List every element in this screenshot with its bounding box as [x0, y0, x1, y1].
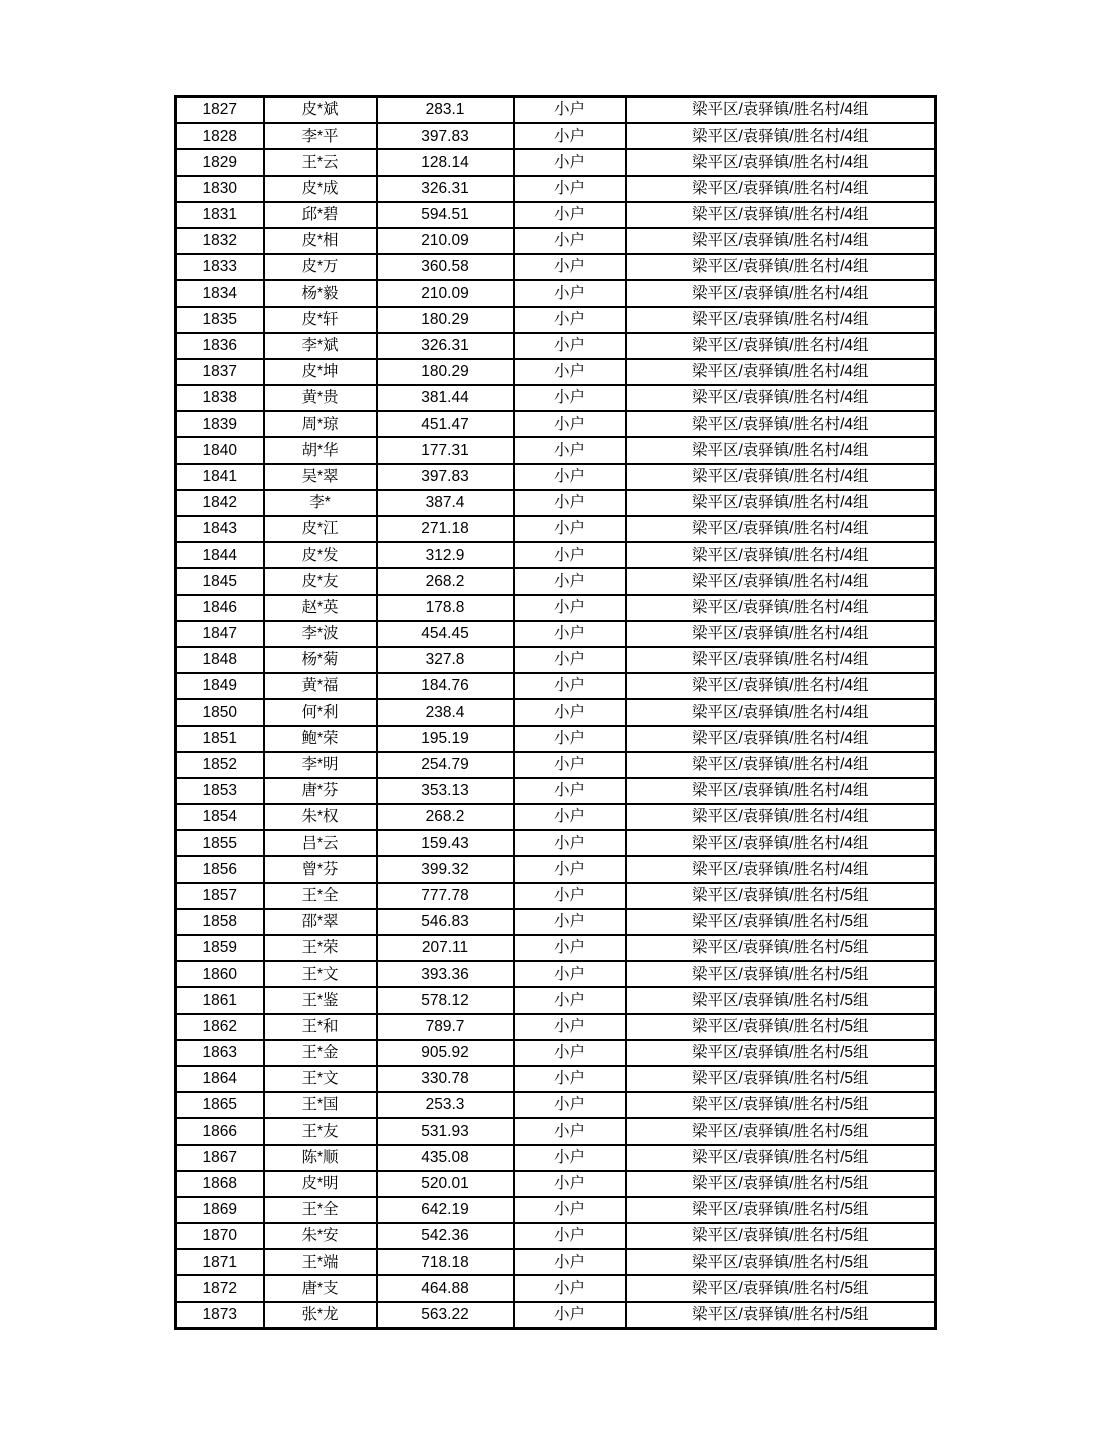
row-number-cell: 1836: [176, 333, 264, 359]
row-number-cell: 1853: [176, 778, 264, 804]
masked-name-cell: 王*全: [264, 1197, 377, 1223]
amount-cell: 180.29: [377, 307, 514, 333]
household-type-cell: 小户: [514, 149, 626, 175]
amount-cell: 435.08: [377, 1145, 514, 1171]
region-path-cell: 梁平区/袁驿镇/胜名村/4组: [626, 359, 936, 385]
records-table-body: [176, 97, 936, 1329]
row-number-cell: 1863: [176, 1040, 264, 1066]
row-number-cell: 1841: [176, 464, 264, 490]
row-number-cell: 1869: [176, 1197, 264, 1223]
household-type-cell: 小户: [514, 307, 626, 333]
amount-cell: 254.79: [377, 752, 514, 778]
masked-name-cell: 杨*毅: [264, 280, 377, 306]
amount-cell: 195.19: [377, 726, 514, 752]
household-type-cell: 小户: [514, 621, 626, 647]
region-path-cell: 梁平区/袁驿镇/胜名村/4组: [626, 411, 936, 437]
table-row: [176, 1223, 936, 1249]
row-number-cell: 1859: [176, 935, 264, 961]
household-type-cell: 小户: [514, 1066, 626, 1092]
row-number-cell: 1850: [176, 699, 264, 725]
amount-cell: 546.83: [377, 909, 514, 935]
region-path-cell: 梁平区/袁驿镇/胜名村/4组: [626, 385, 936, 411]
amount-cell: 128.14: [377, 149, 514, 175]
masked-name-cell: 王*荣: [264, 935, 377, 961]
row-number-cell: 1837: [176, 359, 264, 385]
region-path-cell: 梁平区/袁驿镇/胜名村/4组: [626, 595, 936, 621]
amount-cell: 464.88: [377, 1275, 514, 1301]
region-path-cell: 梁平区/袁驿镇/胜名村/5组: [626, 935, 936, 961]
table-row: [176, 123, 936, 149]
region-path-cell: 梁平区/袁驿镇/胜名村/4组: [626, 647, 936, 673]
masked-name-cell: 皮*坤: [264, 359, 377, 385]
amount-cell: 326.31: [377, 176, 514, 202]
household-type-cell: 小户: [514, 254, 626, 280]
row-number-cell: 1849: [176, 673, 264, 699]
row-number-cell: 1843: [176, 516, 264, 542]
region-path-cell: 梁平区/袁驿镇/胜名村/5组: [626, 1040, 936, 1066]
household-type-cell: 小户: [514, 385, 626, 411]
household-type-cell: 小户: [514, 1171, 626, 1197]
amount-cell: 268.2: [377, 568, 514, 594]
amount-cell: 542.36: [377, 1223, 514, 1249]
row-number-cell: 1844: [176, 542, 264, 568]
household-type-cell: 小户: [514, 490, 626, 516]
region-path-cell: 梁平区/袁驿镇/胜名村/5组: [626, 1249, 936, 1275]
masked-name-cell: 吴*翠: [264, 464, 377, 490]
region-path-cell: 梁平区/袁驿镇/胜名村/5组: [626, 1014, 936, 1040]
table-row: [176, 752, 936, 778]
amount-cell: 238.4: [377, 699, 514, 725]
table-row: [176, 856, 936, 882]
table-row: [176, 673, 936, 699]
region-path-cell: 梁平区/袁驿镇/胜名村/4组: [626, 228, 936, 254]
region-path-cell: 梁平区/袁驿镇/胜名村/4组: [626, 778, 936, 804]
household-type-cell: 小户: [514, 176, 626, 202]
amount-cell: 454.45: [377, 621, 514, 647]
table-row: [176, 1275, 936, 1301]
row-number-cell: 1847: [176, 621, 264, 647]
region-path-cell: 梁平区/袁驿镇/胜名村/4组: [626, 437, 936, 463]
table-row: [176, 516, 936, 542]
amount-cell: 330.78: [377, 1066, 514, 1092]
masked-name-cell: 唐*支: [264, 1275, 377, 1301]
masked-name-cell: 胡*华: [264, 437, 377, 463]
region-path-cell: 梁平区/袁驿镇/胜名村/4组: [626, 568, 936, 594]
row-number-cell: 1854: [176, 804, 264, 830]
household-type-cell: 小户: [514, 464, 626, 490]
household-type-cell: 小户: [514, 778, 626, 804]
masked-name-cell: 邵*翠: [264, 909, 377, 935]
amount-cell: 777.78: [377, 883, 514, 909]
household-type-cell: 小户: [514, 1197, 626, 1223]
amount-cell: 326.31: [377, 333, 514, 359]
masked-name-cell: 王*云: [264, 149, 377, 175]
masked-name-cell: 曾*芬: [264, 856, 377, 882]
masked-name-cell: 皮*斌: [264, 97, 377, 124]
amount-cell: 789.7: [377, 1014, 514, 1040]
amount-cell: 563.22: [377, 1302, 514, 1329]
masked-name-cell: 王*国: [264, 1092, 377, 1118]
region-path-cell: 梁平区/袁驿镇/胜名村/4组: [626, 699, 936, 725]
masked-name-cell: 王*友: [264, 1118, 377, 1144]
amount-cell: 207.11: [377, 935, 514, 961]
table-row: [176, 149, 936, 175]
row-number-cell: 1867: [176, 1145, 264, 1171]
region-path-cell: 梁平区/袁驿镇/胜名村/5组: [626, 1092, 936, 1118]
row-number-cell: 1848: [176, 647, 264, 673]
row-number-cell: 1871: [176, 1249, 264, 1275]
region-path-cell: 梁平区/袁驿镇/胜名村/4组: [626, 621, 936, 647]
region-path-cell: 梁平区/袁驿镇/胜名村/4组: [626, 123, 936, 149]
row-number-cell: 1829: [176, 149, 264, 175]
amount-cell: 397.83: [377, 464, 514, 490]
masked-name-cell: 王*文: [264, 961, 377, 987]
table-row: [176, 961, 936, 987]
table-row: [176, 726, 936, 752]
region-path-cell: 梁平区/袁驿镇/胜名村/5组: [626, 1171, 936, 1197]
table-row: [176, 568, 936, 594]
table-row: [176, 437, 936, 463]
table-row: [176, 1302, 936, 1329]
row-number-cell: 1860: [176, 961, 264, 987]
row-number-cell: 1831: [176, 202, 264, 228]
row-number-cell: 1846: [176, 595, 264, 621]
masked-name-cell: 王*全: [264, 883, 377, 909]
household-type-cell: 小户: [514, 411, 626, 437]
household-type-cell: 小户: [514, 987, 626, 1013]
household-type-cell: 小户: [514, 830, 626, 856]
masked-name-cell: 王*金: [264, 1040, 377, 1066]
table-row: [176, 1197, 936, 1223]
masked-name-cell: 李*斌: [264, 333, 377, 359]
region-path-cell: 梁平区/袁驿镇/胜名村/5组: [626, 1197, 936, 1223]
region-path-cell: 梁平区/袁驿镇/胜名村/5组: [626, 883, 936, 909]
amount-cell: 397.83: [377, 123, 514, 149]
household-type-cell: 小户: [514, 228, 626, 254]
row-number-cell: 1840: [176, 437, 264, 463]
masked-name-cell: 吕*云: [264, 830, 377, 856]
masked-name-cell: 皮*成: [264, 176, 377, 202]
table-row: [176, 830, 936, 856]
amount-cell: 387.4: [377, 490, 514, 516]
household-type-cell: 小户: [514, 1275, 626, 1301]
masked-name-cell: 朱*安: [264, 1223, 377, 1249]
amount-cell: 520.01: [377, 1171, 514, 1197]
amount-cell: 594.51: [377, 202, 514, 228]
row-number-cell: 1832: [176, 228, 264, 254]
row-number-cell: 1868: [176, 1171, 264, 1197]
table-row: [176, 1066, 936, 1092]
region-path-cell: 梁平区/袁驿镇/胜名村/4组: [626, 464, 936, 490]
household-type-cell: 小户: [514, 1302, 626, 1329]
row-number-cell: 1870: [176, 1223, 264, 1249]
table-row: [176, 385, 936, 411]
region-path-cell: 梁平区/袁驿镇/胜名村/4组: [626, 726, 936, 752]
table-row: [176, 490, 936, 516]
amount-cell: 578.12: [377, 987, 514, 1013]
region-path-cell: 梁平区/袁驿镇/胜名村/4组: [626, 752, 936, 778]
table-row: [176, 411, 936, 437]
household-type-cell: 小户: [514, 595, 626, 621]
table-row: [176, 542, 936, 568]
masked-name-cell: 皮*江: [264, 516, 377, 542]
table-row: [176, 778, 936, 804]
household-type-cell: 小户: [514, 1014, 626, 1040]
masked-name-cell: 何*利: [264, 699, 377, 725]
region-path-cell: 梁平区/袁驿镇/胜名村/4组: [626, 856, 936, 882]
table-row: [176, 804, 936, 830]
region-path-cell: 梁平区/袁驿镇/胜名村/4组: [626, 202, 936, 228]
amount-cell: 312.9: [377, 542, 514, 568]
table-row: [176, 359, 936, 385]
region-path-cell: 梁平区/袁驿镇/胜名村/5组: [626, 1118, 936, 1144]
masked-name-cell: 皮*相: [264, 228, 377, 254]
table-row: [176, 97, 936, 124]
amount-cell: 381.44: [377, 385, 514, 411]
table-row: [176, 254, 936, 280]
amount-cell: 271.18: [377, 516, 514, 542]
masked-name-cell: 李*: [264, 490, 377, 516]
household-type-cell: 小户: [514, 1249, 626, 1275]
row-number-cell: 1858: [176, 909, 264, 935]
amount-cell: 268.2: [377, 804, 514, 830]
masked-name-cell: 李*明: [264, 752, 377, 778]
masked-name-cell: 陈*顺: [264, 1145, 377, 1171]
amount-cell: 159.43: [377, 830, 514, 856]
amount-cell: 718.18: [377, 1249, 514, 1275]
table-row: [176, 1092, 936, 1118]
region-path-cell: 梁平区/袁驿镇/胜名村/4组: [626, 280, 936, 306]
household-type-cell: 小户: [514, 699, 626, 725]
region-path-cell: 梁平区/袁驿镇/胜名村/5组: [626, 1066, 936, 1092]
row-number-cell: 1862: [176, 1014, 264, 1040]
region-path-cell: 梁平区/袁驿镇/胜名村/4组: [626, 176, 936, 202]
row-number-cell: 1834: [176, 280, 264, 306]
household-type-cell: 小户: [514, 516, 626, 542]
amount-cell: 177.31: [377, 437, 514, 463]
household-type-cell: 小户: [514, 647, 626, 673]
row-number-cell: 1857: [176, 883, 264, 909]
row-number-cell: 1845: [176, 568, 264, 594]
table-row: [176, 280, 936, 306]
masked-name-cell: 皮*轩: [264, 307, 377, 333]
household-type-cell: 小户: [514, 856, 626, 882]
masked-name-cell: 皮*发: [264, 542, 377, 568]
household-type-cell: 小户: [514, 1145, 626, 1171]
region-path-cell: 梁平区/袁驿镇/胜名村/4组: [626, 490, 936, 516]
table-row: [176, 228, 936, 254]
masked-name-cell: 王*端: [264, 1249, 377, 1275]
region-path-cell: 梁平区/袁驿镇/胜名村/4组: [626, 307, 936, 333]
region-path-cell: 梁平区/袁驿镇/胜名村/5组: [626, 1223, 936, 1249]
household-type-cell: 小户: [514, 359, 626, 385]
region-path-cell: 梁平区/袁驿镇/胜名村/5组: [626, 909, 936, 935]
row-number-cell: 1866: [176, 1118, 264, 1144]
amount-cell: 531.93: [377, 1118, 514, 1144]
household-type-cell: 小户: [514, 123, 626, 149]
region-path-cell: 梁平区/袁驿镇/胜名村/5组: [626, 987, 936, 1013]
region-path-cell: 梁平区/袁驿镇/胜名村/4组: [626, 673, 936, 699]
row-number-cell: 1827: [176, 97, 264, 124]
masked-name-cell: 王*鉴: [264, 987, 377, 1013]
household-type-cell: 小户: [514, 333, 626, 359]
table-row: [176, 647, 936, 673]
amount-cell: 353.13: [377, 778, 514, 804]
amount-cell: 393.36: [377, 961, 514, 987]
table-row: [176, 1171, 936, 1197]
amount-cell: 905.92: [377, 1040, 514, 1066]
amount-cell: 210.09: [377, 228, 514, 254]
row-number-cell: 1864: [176, 1066, 264, 1092]
amount-cell: 327.8: [377, 647, 514, 673]
amount-cell: 642.19: [377, 1197, 514, 1223]
table-row: [176, 1014, 936, 1040]
region-path-cell: 梁平区/袁驿镇/胜名村/5组: [626, 961, 936, 987]
masked-name-cell: 王*和: [264, 1014, 377, 1040]
amount-cell: 180.29: [377, 359, 514, 385]
amount-cell: 184.76: [377, 673, 514, 699]
amount-cell: 283.1: [377, 97, 514, 124]
household-type-cell: 小户: [514, 280, 626, 306]
table-row: [176, 883, 936, 909]
masked-name-cell: 周*琼: [264, 411, 377, 437]
row-number-cell: 1851: [176, 726, 264, 752]
masked-name-cell: 李*平: [264, 123, 377, 149]
table-row: [176, 202, 936, 228]
region-path-cell: 梁平区/袁驿镇/胜名村/5组: [626, 1302, 936, 1329]
masked-name-cell: 朱*权: [264, 804, 377, 830]
household-type-cell: 小户: [514, 1118, 626, 1144]
table-row: [176, 987, 936, 1013]
region-path-cell: 梁平区/袁驿镇/胜名村/4组: [626, 254, 936, 280]
masked-name-cell: 黄*贵: [264, 385, 377, 411]
household-type-cell: 小户: [514, 568, 626, 594]
table-row: [176, 621, 936, 647]
table-row: [176, 464, 936, 490]
table-row: [176, 699, 936, 725]
row-number-cell: 1856: [176, 856, 264, 882]
row-number-cell: 1855: [176, 830, 264, 856]
row-number-cell: 1873: [176, 1302, 264, 1329]
amount-cell: 451.47: [377, 411, 514, 437]
row-number-cell: 1842: [176, 490, 264, 516]
region-path-cell: 梁平区/袁驿镇/胜名村/4组: [626, 516, 936, 542]
row-number-cell: 1872: [176, 1275, 264, 1301]
region-path-cell: 梁平区/袁驿镇/胜名村/4组: [626, 804, 936, 830]
masked-name-cell: 唐*芬: [264, 778, 377, 804]
amount-cell: 253.3: [377, 1092, 514, 1118]
row-number-cell: 1838: [176, 385, 264, 411]
masked-name-cell: 黄*福: [264, 673, 377, 699]
region-path-cell: 梁平区/袁驿镇/胜名村/4组: [626, 542, 936, 568]
masked-name-cell: 邱*碧: [264, 202, 377, 228]
masked-name-cell: 皮*明: [264, 1171, 377, 1197]
table-row: [176, 307, 936, 333]
household-type-cell: 小户: [514, 1092, 626, 1118]
records-table: [174, 95, 937, 1330]
household-type-cell: 小户: [514, 542, 626, 568]
table-row: [176, 1040, 936, 1066]
table-row: [176, 595, 936, 621]
amount-cell: 210.09: [377, 280, 514, 306]
row-number-cell: 1839: [176, 411, 264, 437]
region-path-cell: 梁平区/袁驿镇/胜名村/4组: [626, 149, 936, 175]
table-row: [176, 935, 936, 961]
region-path-cell: 梁平区/袁驿镇/胜名村/4组: [626, 333, 936, 359]
region-path-cell: 梁平区/袁驿镇/胜名村/5组: [626, 1275, 936, 1301]
row-number-cell: 1830: [176, 176, 264, 202]
table-row: [176, 176, 936, 202]
row-number-cell: 1835: [176, 307, 264, 333]
region-path-cell: 梁平区/袁驿镇/胜名村/4组: [626, 97, 936, 124]
masked-name-cell: 皮*万: [264, 254, 377, 280]
masked-name-cell: 杨*菊: [264, 647, 377, 673]
amount-cell: 178.8: [377, 595, 514, 621]
household-type-cell: 小户: [514, 883, 626, 909]
table-row: [176, 1145, 936, 1171]
region-path-cell: 梁平区/袁驿镇/胜名村/4组: [626, 830, 936, 856]
table-row: [176, 333, 936, 359]
region-path-cell: 梁平区/袁驿镇/胜名村/5组: [626, 1145, 936, 1171]
household-type-cell: 小户: [514, 97, 626, 124]
household-type-cell: 小户: [514, 935, 626, 961]
masked-name-cell: 王*文: [264, 1066, 377, 1092]
household-type-cell: 小户: [514, 961, 626, 987]
masked-name-cell: 赵*英: [264, 595, 377, 621]
table-row: [176, 1249, 936, 1275]
household-type-cell: 小户: [514, 673, 626, 699]
household-type-cell: 小户: [514, 437, 626, 463]
table-row: [176, 909, 936, 935]
household-type-cell: 小户: [514, 909, 626, 935]
masked-name-cell: 皮*友: [264, 568, 377, 594]
row-number-cell: 1828: [176, 123, 264, 149]
masked-name-cell: 鲍*荣: [264, 726, 377, 752]
row-number-cell: 1865: [176, 1092, 264, 1118]
household-type-cell: 小户: [514, 804, 626, 830]
household-type-cell: 小户: [514, 202, 626, 228]
row-number-cell: 1833: [176, 254, 264, 280]
row-number-cell: 1861: [176, 987, 264, 1013]
amount-cell: 399.32: [377, 856, 514, 882]
household-type-cell: 小户: [514, 1223, 626, 1249]
masked-name-cell: 李*波: [264, 621, 377, 647]
table-row: [176, 1118, 936, 1144]
household-type-cell: 小户: [514, 1040, 626, 1066]
amount-cell: 360.58: [377, 254, 514, 280]
household-type-cell: 小户: [514, 726, 626, 752]
row-number-cell: 1852: [176, 752, 264, 778]
household-type-cell: 小户: [514, 752, 626, 778]
masked-name-cell: 张*龙: [264, 1302, 377, 1329]
